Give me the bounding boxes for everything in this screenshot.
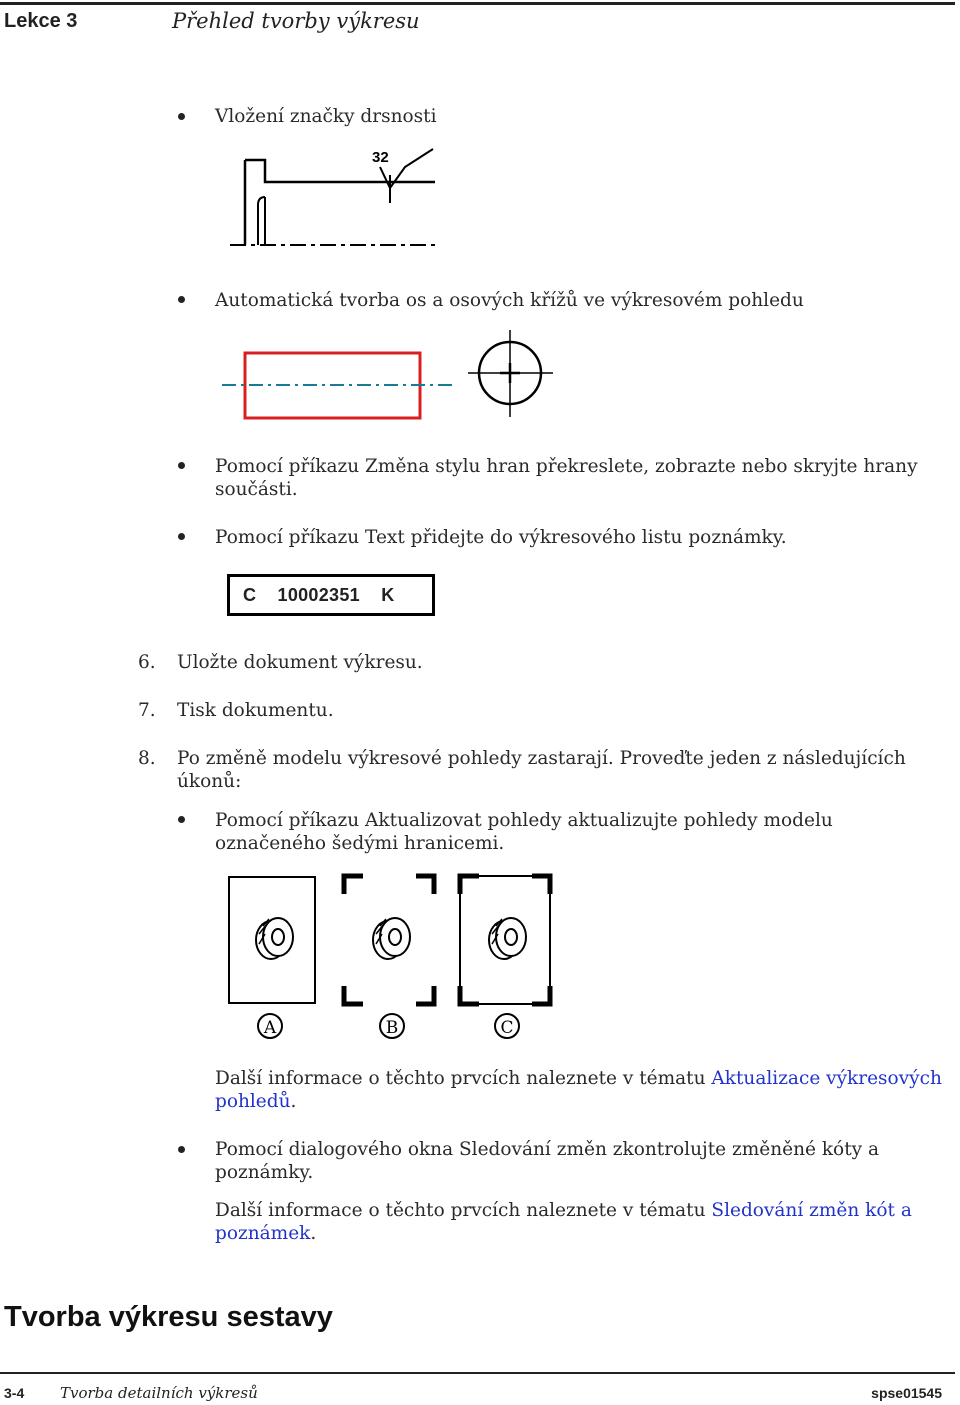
centerline-figure <box>220 325 560 425</box>
view-label-a: A <box>263 1018 277 1038</box>
axes-item: Automatická tvorba os a osových křížů ve výkresovém pohledu <box>215 290 804 311</box>
track-info-link[interactable]: Sledování změn kót a poznámek <box>215 1200 912 1244</box>
roughness-value: 32 <box>372 149 389 166</box>
footer-title: Tvorba detailních výkresů <box>60 1384 258 1402</box>
step-8-number: 8. <box>138 748 156 769</box>
view-label-c: C <box>500 1018 514 1038</box>
header-rule <box>0 2 955 5</box>
lesson-label: Lekce 3 <box>4 10 78 32</box>
track-info <box>215 1199 935 1245</box>
bullet-dot <box>178 113 185 120</box>
track-info-text: Další informace o těchto prvcích naleznete v tématu <box>215 1200 712 1221</box>
note-box-text: C 10002351 K <box>243 585 395 605</box>
footer-rule <box>0 1372 955 1374</box>
footer-code: spse01545 <box>871 1385 942 1401</box>
step-7-number: 7. <box>138 700 156 721</box>
footer-page: 3-4 <box>4 1385 25 1401</box>
bullet-dot <box>178 296 185 303</box>
step-7: Tisk dokumentu. <box>177 700 334 721</box>
view-label-b: B <box>385 1018 399 1038</box>
note-box <box>227 574 435 616</box>
roughness-item: Vložení značky drsnosti <box>215 106 437 127</box>
track-changes-item: Pomocí dialogového okna Sledování změn zkontrolujte změněné kóty a poznámky. <box>215 1139 879 1183</box>
roughness-figure <box>225 145 440 260</box>
edges-item: Pomocí příkazu Změna stylu hran překreslete, zobrazte nebo skryjte hrany součásti. <box>215 456 918 500</box>
header-title: Přehled tvorby výkresu <box>172 9 420 33</box>
bullet-dot <box>178 816 185 823</box>
step-6-number: 6. <box>138 652 156 673</box>
update-info-text: Další informace o těchto prvcích naleznete v tématu <box>215 1068 712 1089</box>
section-title: Tvorba výkresu sestavy <box>4 1301 333 1333</box>
track-info-suffix: . <box>310 1223 317 1244</box>
views-figure <box>220 868 565 1048</box>
step-8: Po změně modelu výkresové pohledy zastarají. Proveďte jeden z následujících úkonů: <box>177 748 906 792</box>
step-6: Uložte dokument výkresu. <box>177 652 423 673</box>
update-views-item: Pomocí příkazu Aktualizovat pohledy aktualizujte pohledy modelu označeného šedými hranicemi. <box>215 810 833 854</box>
bullet-dot <box>178 1146 185 1153</box>
update-info-suffix: . <box>290 1091 297 1112</box>
update-info <box>215 1067 957 1113</box>
bullet-dot <box>178 462 185 469</box>
text-note-item: Pomocí příkazu Text přidejte do výkresového listu poznámky. <box>215 527 787 548</box>
bullet-dot <box>178 533 185 540</box>
update-info-link[interactable]: Aktualizace výkresových pohledů <box>215 1068 942 1112</box>
